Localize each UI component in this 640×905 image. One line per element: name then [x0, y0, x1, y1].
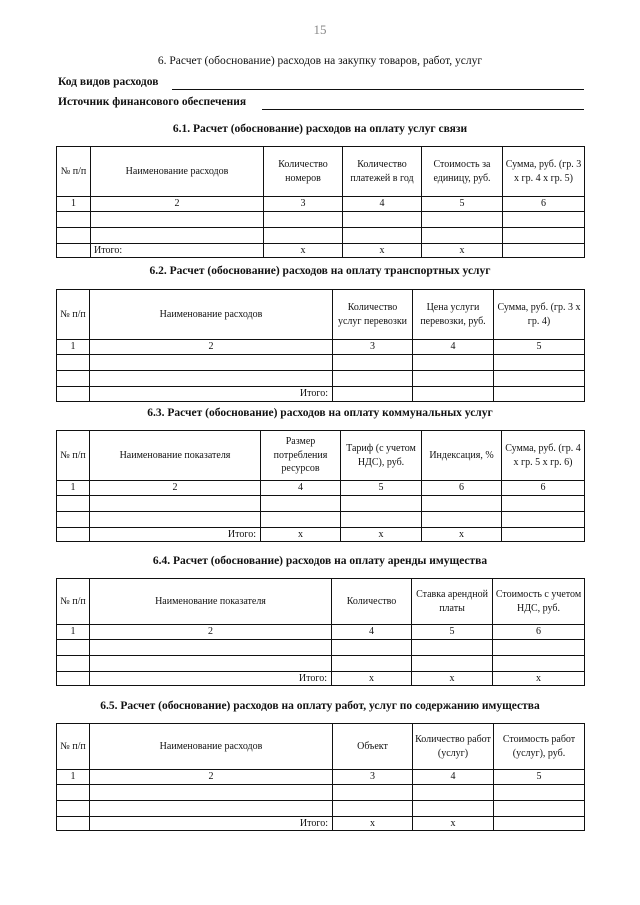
source-label: Источник финансового обеспечения: [58, 96, 247, 108]
header-cell: Сумма, руб. (гр. 3 х гр. 4 х гр. 5): [503, 147, 585, 197]
column-number: 1: [57, 197, 91, 212]
column-number: 2: [90, 770, 333, 785]
column-number-row: [57, 340, 585, 355]
column-number: 4: [413, 770, 494, 785]
empty-row[interactable]: [57, 655, 585, 671]
table-6-4: [56, 578, 585, 686]
table-6-1-title: 6.1. Расчет (обоснование) расходов на оплату услуг связи: [172, 123, 468, 135]
total-x: x: [343, 243, 422, 258]
empty-row[interactable]: [57, 211, 585, 227]
header-cell: Сумма, руб. (гр. 3 х гр. 4): [494, 290, 585, 340]
column-number: 3: [333, 770, 413, 785]
total-x: x: [422, 243, 503, 258]
column-number: 1: [57, 481, 90, 496]
column-number: 6: [502, 481, 585, 496]
column-number: 4: [413, 340, 494, 355]
header-cell: Наименование расходов: [90, 290, 333, 340]
column-number: 4: [332, 625, 412, 640]
header-row: [57, 724, 585, 770]
empty-row[interactable]: [57, 639, 585, 655]
column-number: 6: [503, 197, 585, 212]
table-6-5-title: 6.5. Расчет (обоснование) расходов на оплату работ, услуг по содержанию имущества: [100, 700, 540, 712]
table-6-2: [56, 289, 585, 402]
empty-row[interactable]: [57, 511, 585, 527]
header-cell: Объект: [333, 724, 413, 770]
column-number: 2: [90, 340, 333, 355]
header-cell: Количество номеров: [264, 147, 343, 197]
header-cell: Наименование расходов: [90, 724, 333, 770]
total-x: x: [333, 816, 413, 831]
code-label: Код видов расходов: [58, 76, 159, 88]
table-6-1: [56, 146, 585, 258]
header-cell: Стоимость работ (услуг), руб.: [494, 724, 585, 770]
header-cell: № п/п: [57, 724, 90, 770]
column-number: 4: [261, 481, 341, 496]
column-number: 1: [57, 340, 90, 355]
column-number: 6: [422, 481, 502, 496]
header-cell: Стоимость за единицу, руб.: [422, 147, 503, 197]
column-number-row: [57, 625, 585, 640]
column-number: 6: [493, 625, 585, 640]
header-cell: Наименование показателя: [90, 431, 261, 481]
header-row: [57, 431, 585, 481]
total-x: x: [264, 243, 343, 258]
total-x: x: [413, 816, 494, 831]
empty-row[interactable]: [57, 784, 585, 800]
total-x: x: [341, 527, 422, 542]
total-row: [57, 671, 585, 686]
total-label: Итого:: [90, 671, 332, 686]
section-title: 6. Расчет (обоснование) расходов на закупку товаров, работ, услуг: [157, 55, 483, 67]
column-number-row: [57, 197, 585, 212]
page-number: 15: [313, 22, 327, 37]
header-cell: Количество услуг перевозки: [333, 290, 413, 340]
total-row: [57, 527, 585, 542]
total-label: Итого:: [91, 243, 264, 258]
total-x: x: [422, 527, 502, 542]
total-x: x: [412, 671, 493, 686]
header-cell: Наименование показателя: [90, 579, 332, 625]
column-number: 5: [412, 625, 493, 640]
column-number: 3: [333, 340, 413, 355]
empty-row[interactable]: [57, 495, 585, 511]
header-cell: Наименование расходов: [91, 147, 264, 197]
table-6-3: [56, 430, 585, 542]
column-number-row: [57, 481, 585, 496]
header-cell: Стоимость с учетом НДС, руб.: [493, 579, 585, 625]
column-number: 2: [90, 481, 261, 496]
table-6-2-title: 6.2. Расчет (обоснование) расходов на оплату транспортных услуг: [149, 265, 491, 277]
total-label: Итого:: [90, 386, 333, 401]
total-x: x: [261, 527, 341, 542]
total-row: [57, 816, 585, 831]
total-x: x: [493, 671, 585, 686]
header-cell: № п/п: [57, 147, 91, 197]
column-number: 2: [90, 625, 332, 640]
header-cell: Цена услуги перевозки, руб.: [413, 290, 494, 340]
table-6-4-title: 6.4. Расчет (обоснование) расходов на оплату аренды имущества: [152, 555, 488, 567]
header-cell: Сумма, руб. (гр. 4 х гр. 5 х гр. 6): [502, 431, 585, 481]
header-row: [57, 290, 585, 340]
header-cell: Количество работ (услуг): [413, 724, 494, 770]
total-label: Итого:: [90, 527, 261, 542]
column-number-row: [57, 770, 585, 785]
column-number: 5: [494, 340, 585, 355]
column-number: 5: [422, 197, 503, 212]
column-number: 2: [91, 197, 264, 212]
column-number: 5: [341, 481, 422, 496]
table-6-5: [56, 723, 585, 831]
total-row: [57, 243, 585, 258]
header-cell: Индексация, %: [422, 431, 502, 481]
header-cell: Количество: [332, 579, 412, 625]
column-number: 5: [494, 770, 585, 785]
header-cell: Ставка арендной платы: [412, 579, 493, 625]
total-label: Итого:: [90, 816, 333, 831]
empty-row[interactable]: [57, 370, 585, 386]
header-row: [57, 579, 585, 625]
column-number: 3: [264, 197, 343, 212]
header-cell: Количество платежей в год: [343, 147, 422, 197]
empty-row[interactable]: [57, 800, 585, 816]
total-x: x: [332, 671, 412, 686]
empty-row[interactable]: [57, 227, 585, 243]
code-field-line[interactable]: [172, 89, 584, 90]
source-field-line[interactable]: [262, 109, 584, 110]
header-cell: Размер потребления ресурсов: [261, 431, 341, 481]
header-row: [57, 147, 585, 197]
total-row: [57, 386, 585, 401]
column-number: 4: [343, 197, 422, 212]
empty-row[interactable]: [57, 354, 585, 370]
table-6-3-title: 6.3. Расчет (обоснование) расходов на оплату коммунальных услуг: [147, 407, 493, 419]
header-cell: № п/п: [57, 579, 90, 625]
column-number: 1: [57, 770, 90, 785]
header-cell: № п/п: [57, 431, 90, 481]
header-cell: № п/п: [57, 290, 90, 340]
column-number: 1: [57, 625, 90, 640]
header-cell: Тариф (с учетом НДС), руб.: [341, 431, 422, 481]
